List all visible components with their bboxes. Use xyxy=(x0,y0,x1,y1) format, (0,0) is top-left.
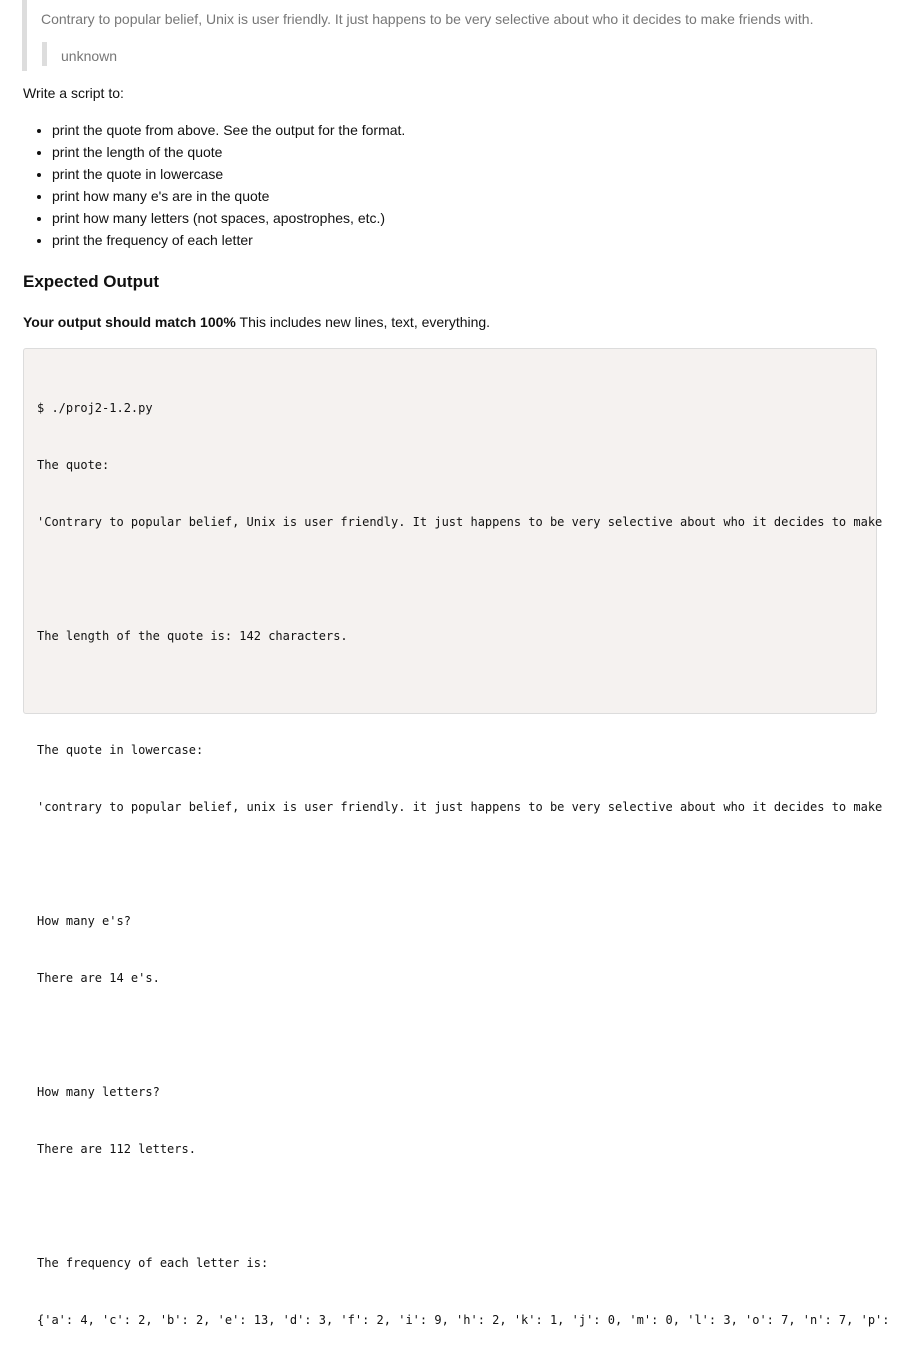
code-line: There are 112 letters. xyxy=(37,1142,196,1156)
code-line: The quote in lowercase: xyxy=(37,743,204,757)
match-note-bold: Your output should match 100% xyxy=(23,314,236,330)
code-line xyxy=(37,684,890,703)
code-line xyxy=(37,1026,890,1045)
intro-text: Write a script to: xyxy=(23,85,124,101)
code-lines xyxy=(37,361,890,1368)
code-line xyxy=(37,855,890,874)
code-line: $ ./proj2-1.2.py xyxy=(37,401,153,415)
list-item: • print the frequency of each letter xyxy=(52,229,405,251)
code-line: The frequency of each letter is: xyxy=(37,1256,269,1270)
code-line: 'Contrary to popular belief, Unix is user friendly. It just happens to be very selective about who it decides to make xyxy=(37,515,883,529)
list-item: • print how many letters (not spaces, apostrophes, etc.) xyxy=(52,207,405,229)
code-line: {'a': 4, 'c': 2, 'b': 2, 'e': 13, 'd': 3, 'f': 2, 'i': 9, 'h': 2, 'k': 1, 'j': 0, 'm': 0, 'l': 3, 'o': 7, 'n': 7, 'p': xyxy=(37,1313,890,1327)
list-item: • print the quote in lowercase xyxy=(52,163,405,185)
code-line: 'contrary to popular belief, unix is user friendly. it just happens to be very selective about who it decides to make xyxy=(37,800,883,814)
list-item: • print the length of the quote xyxy=(52,141,405,163)
code-output-block[interactable] xyxy=(23,348,890,1327)
task-list xyxy=(23,119,405,251)
quote-text: Contrary to popular belief, Unix is user friendly. It just happens to be very selective about who it decides to make friends with. xyxy=(41,11,814,27)
code-line: The length of the quote is: 142 characters. xyxy=(37,629,348,643)
code-line: There are 14 e's. xyxy=(37,971,160,985)
quote-blockquote xyxy=(22,0,892,71)
code-line xyxy=(37,1197,890,1216)
match-note xyxy=(23,314,490,330)
code-line: The quote: xyxy=(37,458,110,472)
list-item: • print how many e's are in the quote xyxy=(52,185,405,207)
match-note-rest: This includes new lines, text, everything. xyxy=(235,314,491,330)
expected-output-heading: Expected Output xyxy=(23,272,160,291)
code-line xyxy=(37,570,890,589)
quote-attribution: unknown xyxy=(42,42,117,66)
code-line: How many letters? xyxy=(37,1085,160,1099)
code-line: How many e's? xyxy=(37,914,131,928)
list-item: • print the quote from above. See the output for the format. xyxy=(52,119,405,141)
